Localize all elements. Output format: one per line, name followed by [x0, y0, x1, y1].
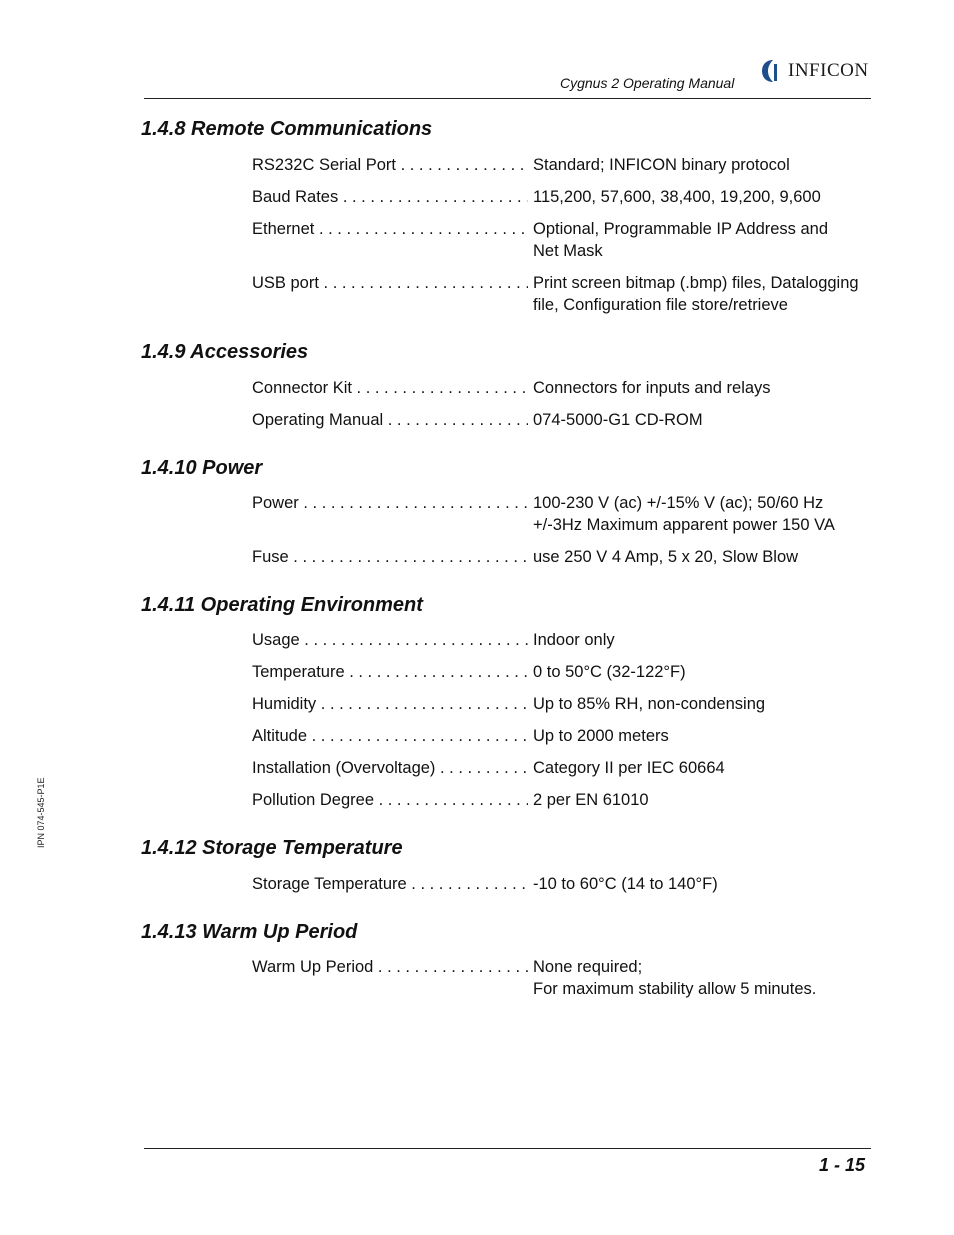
spec-label: Humidity . . .: [252, 693, 528, 715]
section-heading: 1.4.10 Power: [141, 457, 263, 479]
footer-rule: [144, 1148, 871, 1149]
spec-value: Standard; INFICON binary protocol: [533, 156, 790, 174]
page-number: 1 - 15: [818, 1155, 865, 1175]
spec-value: 115,200, 57,600, 38,400, 19,200, 9,600: [533, 188, 821, 206]
document-ipn: IPN 074-545-P1E: [36, 777, 46, 848]
section-operating-environment: [141, 593, 423, 617]
spec-value: 2 per EN 61010: [533, 791, 649, 809]
spec-value: Category II per IEC 60664: [533, 759, 725, 777]
spec-value: 0 to 50°C (32-122°F): [533, 663, 686, 681]
spec-label: Altitude . . .: [252, 725, 528, 747]
section-heading: 1.4.8 Remote Communications: [141, 118, 433, 140]
spec-label: Storage Temperature . . .: [252, 873, 528, 895]
spec-label: Power . . .: [252, 492, 528, 514]
brand-name: INFICON: [788, 60, 869, 81]
section-remote-communications: [141, 117, 432, 141]
header-rule: [144, 98, 871, 99]
section-heading: 1.4.13 Warm Up Period: [141, 921, 358, 943]
spec-value: Optional, Programmable IP Address and Net Mask: [533, 220, 829, 260]
spec-label: Connector Kit . . .: [252, 377, 528, 399]
spec-label: Pollution Degree . . .: [252, 789, 528, 811]
spec-label: USB port . . .: [252, 272, 528, 294]
section-heading: 1.4.9 Accessories: [141, 341, 309, 363]
section-storage-temperature: [141, 836, 403, 860]
header-title: Cygnus 2 Operating Manual: [560, 75, 735, 91]
spec-label: Fuse . . .: [252, 546, 528, 568]
spec-label: Operating Manual . . .: [252, 409, 528, 431]
section-heading: 1.4.12 Storage Temperature: [141, 837, 403, 859]
section-heading: 1.4.11 Operating Environment: [141, 594, 423, 616]
inficon-logo-icon: [760, 58, 786, 84]
spec-value: Up to 2000 meters: [533, 727, 669, 745]
spec-value: 074-5000-G1 CD-ROM: [533, 411, 703, 429]
spec-label: Installation (Overvoltage) . . .: [252, 757, 528, 779]
spec-value: Indoor only: [533, 631, 615, 649]
spec-value: Connectors for inputs and relays: [533, 379, 771, 397]
spec-value: None required; For maximum stability allow 5 minutes.: [533, 958, 817, 998]
spec-label: Warm Up Period . . .: [252, 956, 528, 978]
spec-value: use 250 V 4 Amp, 5 x 20, Slow Blow: [533, 548, 799, 566]
spec-value: -10 to 60°C (14 to 140°F): [533, 875, 718, 893]
section-accessories: [141, 340, 308, 364]
spec-label: Ethernet . . .: [252, 218, 528, 240]
spec-value: Up to 85% RH, non-condensing: [533, 695, 766, 713]
spec-value: 100-230 V (ac) +/-15% V (ac); 50/60 Hz +/-3Hz Maximum apparent power 150 VA: [533, 494, 835, 534]
spec-label: RS232C Serial Port . . .: [252, 154, 528, 176]
spec-label: Usage . . .: [252, 629, 528, 651]
section-power: [141, 456, 262, 480]
spec-label: Temperature . . .: [252, 661, 528, 683]
spec-label: Baud Rates . . .: [252, 186, 528, 208]
spec-value: Print screen bitmap (.bmp) files, Datalogging file, Configuration file store/retrieve: [533, 274, 859, 314]
section-warm-up-period: [141, 920, 357, 944]
inficon-logo: [760, 58, 869, 84]
